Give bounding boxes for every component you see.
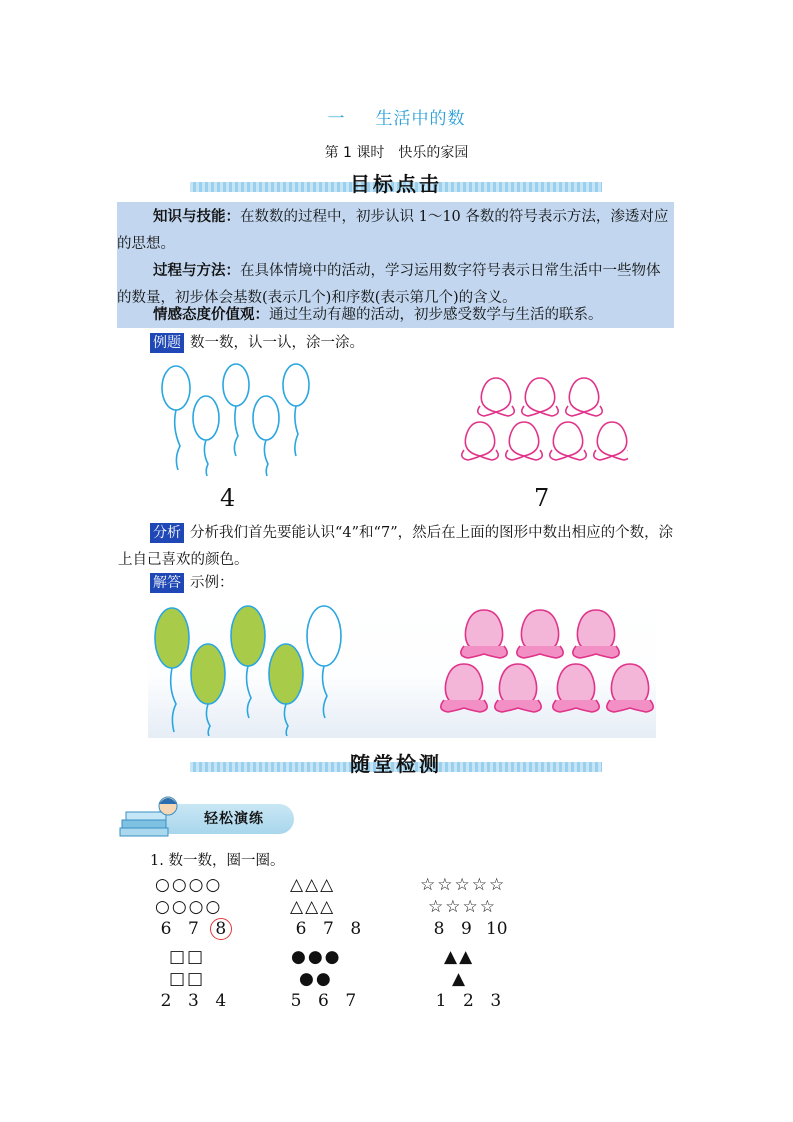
option[interactable]: 6 — [317, 991, 329, 1011]
peach-colored — [441, 664, 487, 712]
peach-outline — [594, 422, 628, 460]
answer-tag: 解答 — [150, 573, 184, 593]
shape-row: ○○○○ — [155, 897, 223, 917]
option-row — [155, 918, 232, 940]
goal-knowledge — [117, 204, 674, 258]
goal-text: 在数数的过程中，初步认识 1～10 各数的符号表示方法，渗透对应的思想。 — [117, 209, 669, 252]
shape-row: ☆☆☆☆☆ — [420, 875, 507, 895]
option-row — [155, 990, 232, 1012]
option[interactable]: 6 — [160, 919, 172, 939]
balloon-outline — [253, 396, 279, 440]
option-row — [420, 918, 511, 940]
balloon-string — [284, 704, 288, 736]
count-group — [285, 946, 362, 1012]
shape-row: □□ — [169, 969, 206, 989]
peach-outline — [550, 422, 587, 460]
option[interactable]: 2 — [160, 991, 172, 1011]
balloon-uncolored — [307, 606, 341, 666]
balloon-colored — [191, 644, 225, 704]
peach-colored — [573, 610, 619, 658]
option[interactable]: 7 — [322, 919, 334, 939]
example-prompt: 数一数，认一认，涂一涂。 — [190, 335, 364, 351]
shape-row: △△△ — [290, 897, 336, 917]
goal-text: 在具体情境中的活动，学习运用数字符号表示日常生活中一些物体的数量，初步体会基数(表示几个)和序数(表示第几个)的含义。 — [117, 263, 661, 306]
balloon-colored — [231, 606, 265, 666]
peach-colored — [607, 664, 653, 712]
option-row — [285, 990, 362, 1012]
shape-row: ▲ — [452, 969, 468, 989]
balloon-string — [204, 440, 208, 476]
option[interactable]: 10 — [485, 919, 508, 939]
option[interactable]: 9 — [460, 919, 472, 939]
option[interactable]: 3 — [490, 991, 502, 1011]
balloon-string — [323, 666, 327, 718]
example-right-number: 7 — [534, 484, 550, 512]
peach-colored — [495, 664, 541, 712]
option[interactable]: 2 — [462, 991, 474, 1011]
count-group — [420, 874, 511, 940]
exercise-question: 1. 数一数，圈一圈。 — [150, 853, 285, 869]
chapter-name: 生活中的数 — [375, 109, 466, 129]
option[interactable]: 1 — [435, 991, 447, 1011]
balloon-outline — [193, 396, 219, 440]
peach-outline — [522, 378, 559, 416]
option-row — [430, 990, 507, 1012]
goal-attitude — [117, 302, 674, 329]
example-line — [150, 330, 364, 357]
goal-key: 知识与技能： — [153, 209, 240, 225]
balloon-string — [264, 440, 268, 476]
shape-row: △△△ — [290, 875, 336, 895]
books-reader-icon — [118, 790, 188, 840]
option-circled[interactable]: 8 — [210, 918, 232, 940]
shape-row: ●● — [299, 969, 333, 989]
shape-row: ☆☆☆☆ — [428, 897, 497, 917]
option[interactable]: 4 — [215, 991, 227, 1011]
chapter-number: 一 — [327, 109, 346, 129]
peach-colored — [553, 664, 599, 712]
option[interactable]: 3 — [187, 991, 199, 1011]
goals-section-title: 目标点击 — [350, 172, 442, 196]
shape-row: ▲▲ — [444, 947, 475, 967]
option[interactable]: 7 — [345, 991, 357, 1011]
balloon-outline — [162, 366, 190, 410]
peach-outline-illustration — [458, 372, 628, 467]
chapter-title — [0, 104, 793, 129]
peach-outline — [478, 378, 515, 416]
shape-row: ●●● — [291, 947, 342, 967]
balloon-string — [295, 406, 298, 456]
balloon-colored — [155, 608, 189, 668]
lesson-title: 第 1 课时 快乐的家园 — [324, 145, 469, 161]
check-section-banner — [190, 748, 602, 776]
count-group — [155, 946, 232, 1012]
option[interactable]: 8 — [350, 919, 362, 939]
example-left-number: 4 — [220, 484, 236, 512]
balloon-colored-illustration — [150, 600, 350, 736]
count-group — [155, 874, 232, 940]
analysis-tag: 分析 — [150, 523, 184, 543]
peach-colored-illustration — [440, 606, 656, 716]
check-section-title: 随堂检测 — [350, 752, 442, 776]
shape-row: ○○○○ — [155, 875, 223, 895]
goal-key: 过程与方法： — [153, 263, 240, 279]
exercise-badge — [118, 790, 288, 840]
balloon-string — [247, 666, 251, 718]
goal-key: 情感态度价值观： — [153, 307, 269, 323]
badge-label: 轻松演练 — [204, 811, 264, 827]
balloon-string — [171, 668, 176, 732]
balloon-colored — [269, 644, 303, 704]
balloon-string — [206, 704, 210, 736]
peach-outline — [566, 378, 603, 416]
balloon-outline — [223, 364, 249, 406]
peach-colored — [461, 610, 507, 658]
goals-section-banner — [190, 168, 602, 196]
answer-text: 示例： — [190, 575, 234, 591]
balloon-string — [234, 406, 238, 456]
example-tag: 例题 — [150, 333, 184, 353]
answer-line — [150, 570, 234, 597]
balloon-outline-illustration — [150, 360, 320, 480]
option[interactable]: 6 — [295, 919, 307, 939]
goal-text: 通过生动有趣的活动，初步感受数学与生活的联系。 — [269, 307, 603, 323]
option[interactable]: 5 — [290, 991, 302, 1011]
option-row — [290, 918, 367, 940]
count-group — [430, 946, 507, 1012]
count-group — [290, 874, 367, 940]
peach-outline — [462, 422, 499, 460]
option[interactable]: 7 — [187, 919, 199, 939]
option[interactable]: 8 — [433, 919, 445, 939]
peach-colored — [517, 610, 563, 658]
balloon-outline — [283, 364, 309, 406]
shape-row: □□ — [169, 947, 206, 967]
analysis-text: 分析我们首先要能认识“4”和“7”，然后在上面的图形中数出相应的个数，涂上自己喜欢的颜色。 — [118, 525, 674, 568]
peach-outline — [506, 422, 543, 460]
balloon-string — [175, 410, 180, 470]
